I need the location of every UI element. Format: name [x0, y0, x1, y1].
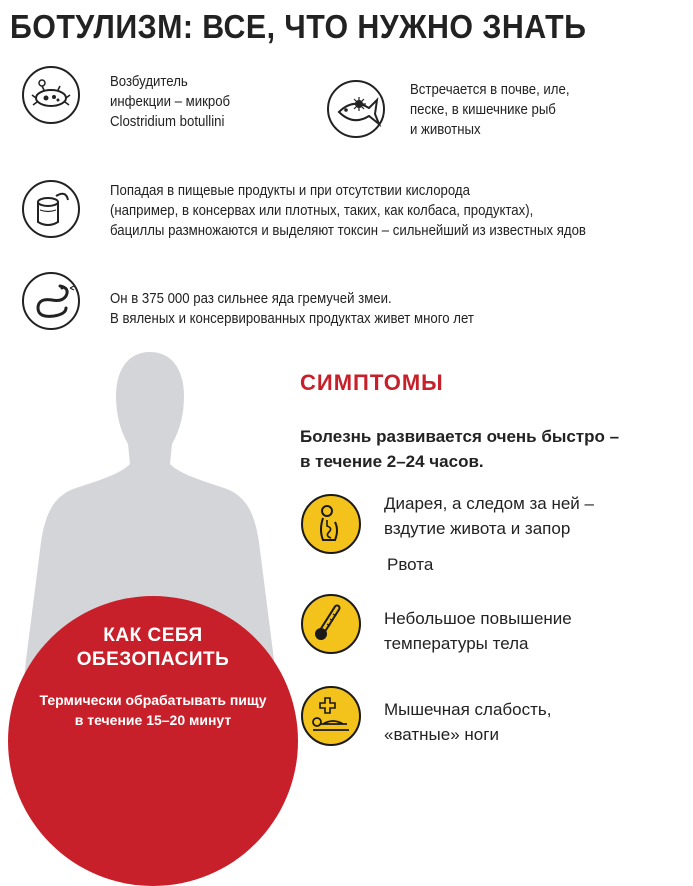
fact-strength-line: Он в 375 000 раз сильнее яда гремучей змеи.: [110, 290, 392, 307]
fact-toxin-line: бациллы размножаются и выделяют токсин – сильнейший из известных ядов: [110, 222, 586, 239]
symptom-line: Рвота: [387, 555, 434, 574]
digestion-icon: [301, 494, 361, 554]
page-title: БОТУЛИЗМ: ВСЕ, ЧТО НУЖНО ЗНАТЬ: [10, 8, 587, 45]
fact-toxin: [110, 181, 586, 241]
protection-text-line: Термически обрабатывать пищу: [39, 692, 267, 708]
symptoms-intro: [300, 424, 619, 474]
symptom-line: Мышечная слабость,: [384, 700, 552, 719]
symptom-weakness: [384, 697, 551, 747]
fact-strength: [110, 289, 474, 329]
protection-heading: [8, 624, 298, 672]
patient-icon: [301, 686, 361, 746]
symptom-line: вздутие живота и запор: [384, 519, 571, 538]
fact-habitat: [410, 80, 570, 140]
fact-toxin-line: (например, в консервах или плотных, таких, как колбаса, продуктах),: [110, 202, 534, 219]
fact-strength-line: В вяленых и консервированных продуктах живет много лет: [110, 310, 474, 327]
symptoms-heading: СИМПТОМЫ: [300, 370, 444, 395]
fact-habitat-line: Встречается в почве, иле,: [410, 81, 570, 98]
symptom-fever: [384, 606, 572, 656]
symptom-line: Небольшое повышение: [384, 609, 572, 628]
thermometer-icon: [301, 594, 361, 654]
fact-habitat-line: песке, в кишечнике рыб: [410, 101, 556, 118]
symptom-line: Диарея, а следом за ней –: [384, 494, 594, 513]
symptom-line: «ватные» ноги: [384, 725, 499, 744]
bacteria-icon: [22, 66, 80, 124]
symptom-vomiting: [387, 552, 433, 577]
protection-heading-line: КАК СЕБЯ: [103, 625, 203, 646]
protection-heading-line: ОБЕЗОПАСИТЬ: [76, 649, 230, 670]
can-icon: [22, 180, 80, 238]
symptom-line: температуры тела: [384, 634, 529, 653]
fact-habitat-line: и животных: [410, 121, 481, 138]
fact-agent-line: инфекции – микроб: [110, 93, 231, 110]
snake-icon: [22, 272, 80, 330]
protection-text-line: в течение 15–20 минут: [74, 712, 232, 728]
symptoms-intro-line: Болезнь развивается очень быстро –: [300, 427, 620, 446]
fact-agent-line: Возбудитель: [110, 73, 188, 90]
fact-agent: [110, 72, 230, 132]
protection-text: [8, 690, 298, 730]
fish-icon: [327, 80, 385, 138]
fact-agent-line: Clostridium botullini: [110, 113, 225, 130]
symptoms-intro-line: в течение 2–24 часов.: [300, 452, 484, 471]
symptom-diarrhea: [384, 491, 594, 541]
fact-toxin-line: Попадая в пищевые продукты и при отсутствии кислорода: [110, 182, 470, 199]
